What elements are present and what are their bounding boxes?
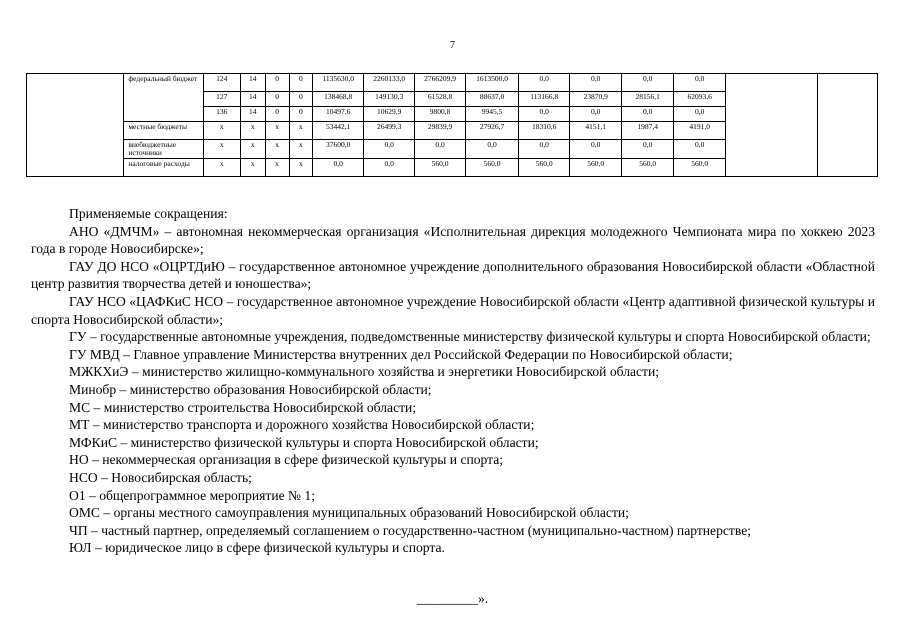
table-cell: 127 [203,92,240,107]
table-cell: 27926,7 [466,122,519,140]
table-cell: 1987,4 [622,122,674,140]
table-cell: 0,0 [570,74,622,92]
table-cell: x [265,140,289,159]
table-cell: 0,0 [415,140,466,159]
abbreviation-item: ЧП – частный партнер, определяемый соглашением о государственно-частном (муниципально-частном) партнерстве; [69,522,752,538]
table-cell: x [240,122,265,140]
table-cell: 10629,9 [364,107,415,122]
table-cell: 1135630,0 [313,74,364,92]
table-cell: 0,0 [364,140,415,159]
abbreviation-item: ЮЛ – юридическое лицо в сфере физической культуры и спорта. [69,540,445,556]
table-cell: 2766209,9 [415,74,466,92]
table-cell: x [203,159,240,177]
table-cell: 0,0 [622,74,674,92]
source-cell: налоговые расходы [124,159,203,177]
table-cell: 149130,3 [364,92,415,107]
abbreviation-item: МС – министерство строительства Новосибирской области; [69,399,417,415]
abbreviation-item: АНО «ДМЧМ» – автономная некоммерческая организация «Исполнительная дирекция молодежного Чемпионата мира по хоккею 2023 года в городе Новосибирске»; [31,223,875,257]
abbreviation-item: НО – некоммерческая организация в сфере физической культуры и спорта; [69,452,504,468]
table-cell: x [289,122,313,140]
table-cell: 0,0 [674,74,726,92]
table-cell: x [265,122,289,140]
table-cell: 560,0 [622,159,674,177]
empty-cell [27,74,124,177]
table-cell: x [203,122,240,140]
table-cell: 0 [265,74,289,92]
table-cell: 1613500,0 [466,74,519,92]
table-cell: 9800,8 [415,107,466,122]
table-cell: x [289,159,313,177]
table-cell: 0 [289,107,313,122]
source-cell: федеральный бюджет [124,74,203,122]
table-cell: 138468,8 [313,92,364,107]
table-cell: 28156,1 [622,92,674,107]
abbreviation-item: ГУ МВД – Главное управление Министерства внутренних дел Российской Федерации по Новосибирской области; [69,346,733,362]
table-cell: 53442,1 [313,122,364,140]
table-cell: 560,0 [519,159,570,177]
table-cell: 9945,5 [466,107,519,122]
closing-mark: _________». [416,591,489,606]
abbreviation-item: ГУ – государственные автономные учреждения, подведомственные министерству физической культуры и спорта Новосибирской области; [69,329,871,345]
table-cell: 14 [240,107,265,122]
abbreviation-item: ГАУ ДО НСО «ОЦРТДиЮ – государственное автономное учреждение дополнительного образования Новосибирской области «Областной центр развития творчества детей и юношества»; [31,258,875,292]
abbreviation-item: МТ – министерство транспорта и дорожного хозяйства Новосибирской области; [69,417,535,433]
table-cell: 560,0 [466,159,519,177]
table-cell: 0,0 [622,140,674,159]
table-cell: 88637,0 [466,92,519,107]
table-cell: 4151,1 [570,122,622,140]
table-cell: 0,0 [674,107,726,122]
table-cell: 0 [265,92,289,107]
abbreviation-item: ОМС – органы местного самоуправления муниципальных образований Новосибирской области; [69,505,629,521]
table-cell: 2260133,0 [364,74,415,92]
table-cell: 560,0 [570,159,622,177]
table-row [27,74,878,92]
table-cell: 18310,6 [519,122,570,140]
abbreviations-section [31,205,875,557]
table-cell: 26499,3 [364,122,415,140]
table-cell: 0,0 [519,74,570,92]
abbreviation-item: О1 – общепрограммное мероприятие № 1; [69,487,315,503]
empty-cell [726,74,818,177]
table-cell: 560,0 [415,159,466,177]
table-cell: 0,0 [570,107,622,122]
table-cell: 0,0 [519,140,570,159]
abbreviation-item: НСО – Новосибирская область; [69,469,252,485]
abbreviations-heading: Применяемые сокращения: [69,206,228,221]
table-cell: 0,0 [466,140,519,159]
abbreviation-item: МЖКХиЭ – министерство жилищно-коммунального хозяйства и энергетики Новосибирской области; [69,364,660,380]
table-cell: 4191,0 [674,122,726,140]
budget-table [26,73,878,177]
table-cell: x [265,159,289,177]
table-cell: 113166,8 [519,92,570,107]
abbreviation-item: МФКиС – министерство физической культуры и спорта Новосибирской области; [69,434,539,450]
table-cell: 0,0 [364,159,415,177]
table-cell: 14 [240,74,265,92]
table-cell: 37600,0 [313,140,364,159]
source-cell: внебюджетные источники [124,140,203,159]
table-cell: 0,0 [313,159,364,177]
table-cell: 23870,9 [570,92,622,107]
empty-cell [817,74,877,177]
table-cell: 14 [240,92,265,107]
abbreviation-item: Минобр – министерство образования Новосибирской области; [69,381,432,397]
table-cell: 0 [289,92,313,107]
source-cell: местные бюджеты [124,122,203,140]
abbreviation-item: ГАУ НСО «ЦАФКиС НСО – государственное автономное учреждение Новосибирской области «Центр адаптивной физической культуры и спорта Новосибирской области»; [31,293,875,327]
table-cell: 29839,9 [415,122,466,140]
table-cell: 62093,6 [674,92,726,107]
table-cell: 124 [203,74,240,92]
table-cell: 0,0 [570,140,622,159]
page-number: 7 [450,40,455,51]
table-cell: 0,0 [674,140,726,159]
table-cell: x [203,140,240,159]
table-cell: 61528,8 [415,92,466,107]
table-cell: 0,0 [622,107,674,122]
table-cell: x [289,140,313,159]
table-cell: x [240,140,265,159]
table-cell: 0 [289,74,313,92]
table-cell: x [240,159,265,177]
table-cell: 560,0 [674,159,726,177]
table-cell: 0 [265,107,289,122]
table-cell: 10497,6 [313,107,364,122]
table-cell: 136 [203,107,240,122]
table-cell: 0,0 [519,107,570,122]
